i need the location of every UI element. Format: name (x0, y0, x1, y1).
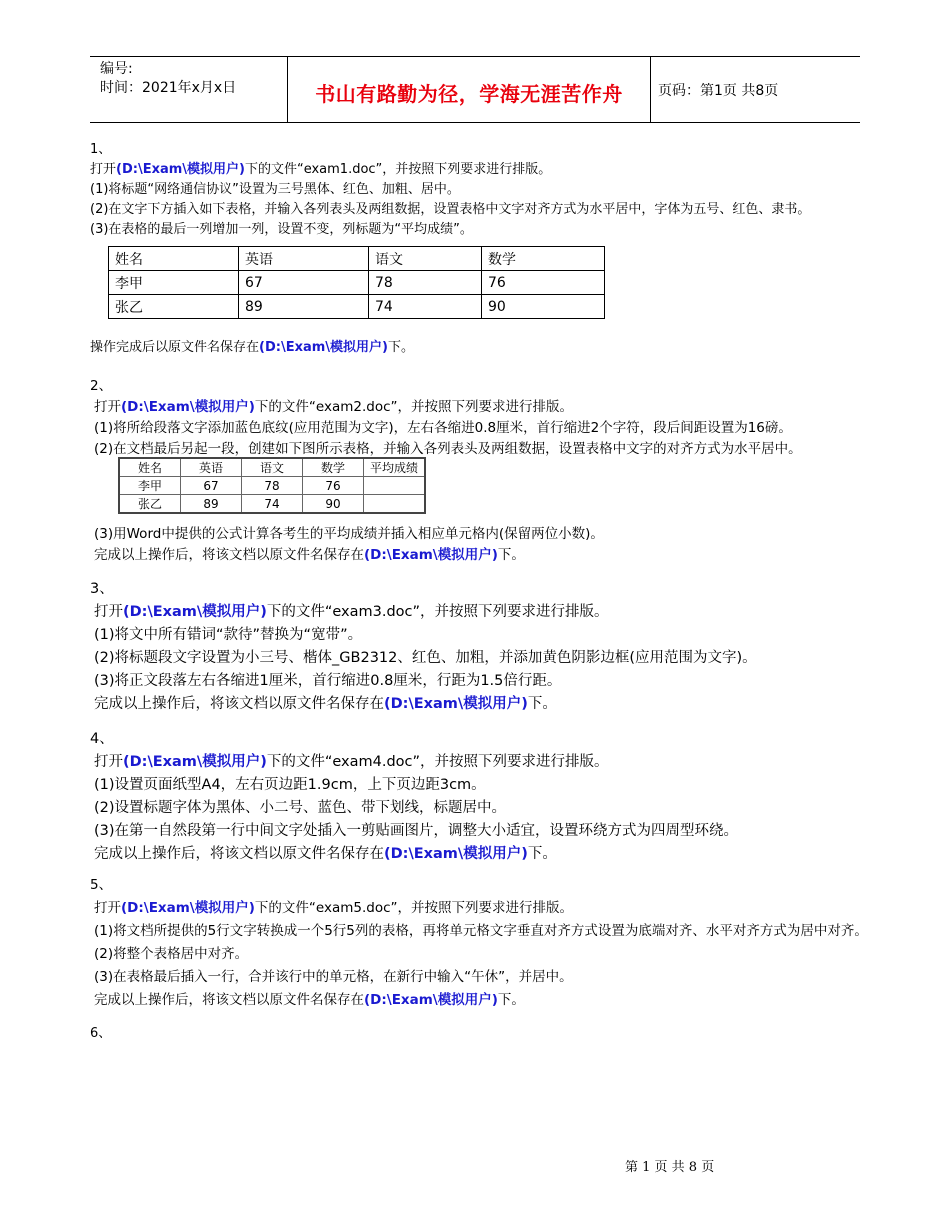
table-cell: 76 (482, 271, 605, 295)
closing-text: 完成以上操作后，将该文档以原文件名保存在(D:\Exam\模拟用户)下。 (94, 547, 525, 563)
table-header-cell: 数学 (303, 458, 364, 477)
requirement-1: (1)设置页面纸型A4，左右页边距1.9cm，上下页边距3cm。 (94, 777, 486, 793)
table-header-cell: 姓名 (109, 247, 239, 271)
question-intro: 打开(D:\Exam\模拟用户)下的文件“exam5.doc”，并按照下列要求进行排版。 (94, 900, 574, 916)
question-number: 5、 (90, 877, 113, 893)
question-1 (90, 140, 810, 240)
table-cell: 76 (303, 477, 364, 495)
table-header-cell: 姓名 (119, 458, 181, 477)
motto: 书山有路勤为径，学海无涯苦作舟 (315, 82, 623, 106)
closing-text: 完成以上操作后，将该文档以原文件名保存在(D:\Exam\模拟用户)下。 (94, 846, 557, 862)
header-left-cell (100, 60, 236, 98)
question-number: 3、 (90, 581, 114, 597)
table-cell: 90 (303, 495, 364, 514)
question-intro: 打开(D:\Exam\模拟用户)下的文件“exam4.doc”，并按照下列要求进行排版。 (94, 754, 609, 770)
closing-text: 完成以上操作后，将该文档以原文件名保存在(D:\Exam\模拟用户)下。 (94, 696, 557, 712)
requirement-2: (2)设置标题字体为黑体、小二号、蓝色、带下划线，标题居中。 (94, 800, 507, 816)
requirement-2: (2)将标题段文字设置为小三号、楷体_GB2312、红色、加粗，并添加黄色阴影边框(应用范围为文字)。 (94, 650, 757, 666)
closing-text: 操作完成后以原文件名保存在(D:\Exam\模拟用户)下。 (90, 340, 414, 355)
file-path: (D:\Exam\模拟用户) (364, 992, 498, 1008)
header-top-rule (90, 56, 860, 57)
table-cell: 89 (181, 495, 242, 514)
requirement-1: (1)将标题“网络通信协议”设置为三号黑体、红色、加粗、居中。 (90, 182, 460, 197)
table-row (109, 271, 605, 295)
file-path: (D:\Exam\模拟用户) (116, 162, 245, 177)
time-label: 时间：2021年x月x日 (100, 80, 237, 96)
table-cell: 67 (239, 271, 369, 295)
requirement-2: (2)将整个表格居中对齐。 (94, 946, 249, 962)
table-cell: 89 (239, 295, 369, 319)
question-number: 2、 (90, 378, 113, 394)
question-6 (90, 1024, 111, 1044)
file-path: (D:\Exam\模拟用户) (384, 846, 528, 862)
file-path: (D:\Exam\模拟用户) (123, 604, 267, 620)
requirement-1: (1)将文中所有错词“款待”替换为“宽带”。 (94, 627, 363, 643)
file-path: (D:\Exam\模拟用户) (123, 754, 267, 770)
table-header-cell: 语文 (242, 458, 303, 477)
table-cell: 74 (369, 295, 482, 319)
page-info: 页码：第1页 共8页 (658, 83, 779, 99)
footer-page-number: 第 1 页 共 8 页 (625, 1160, 715, 1175)
table-header-cell: 英语 (181, 458, 242, 477)
table-row (109, 295, 605, 319)
table-cell: 90 (482, 295, 605, 319)
table-row (119, 477, 425, 495)
requirement-3: (3)将正文段落左右各缩进1厘米，首行缩进0.8厘米，行距为1.5倍行距。 (94, 673, 562, 689)
file-path: (D:\Exam\模拟用户) (259, 340, 388, 355)
requirement-1: (1)将文档所提供的5行文字转换成一个5行5列的表格，再将单元格文字垂直对齐方式设置为底端对齐、水平对齐方式为居中对齐。 (94, 923, 868, 939)
requirement-1: (1)将所给段落文字添加蓝色底纹(应用范围为文字)，左右各缩进0.8厘米，首行缩进2个字符，段后间距设置为16磅。 (94, 420, 792, 436)
table-cell: 张乙 (109, 295, 239, 319)
score-table-1 (108, 246, 605, 319)
table-header-cell: 平均成绩 (364, 458, 426, 477)
requirement-3: (3)在表格的最后一列增加一列，设置不变，列标题为“平均成绩”。 (90, 222, 473, 237)
table-cell (364, 495, 426, 514)
table-header-row (119, 458, 425, 477)
question-intro: 打开(D:\Exam\模拟用户)下的文件“exam3.doc”，并按照下列要求进行排版。 (94, 604, 609, 620)
file-path: (D:\Exam\模拟用户) (364, 547, 498, 563)
requirement-2: (2)在文档最后另起一段，创建如下图所示表格，并输入各列表头及两组数据，设置表格中文字的对齐方式为水平居中。 (94, 441, 802, 457)
table-row (119, 495, 425, 514)
requirement-2: (2)在文字下方插入如下表格，并输入各列表头及两组数据，设置表格中文字对齐方式为水平居中，字体为五号、红色、隶书。 (90, 202, 811, 217)
table-cell: 74 (242, 495, 303, 514)
question-number: 1、 (90, 142, 112, 157)
question-intro: 打开(D:\Exam\模拟用户)下的文件“exam1.doc”，并按照下列要求进行排版。 (90, 162, 552, 177)
table-cell: 78 (369, 271, 482, 295)
question-number: 6、 (90, 1026, 112, 1041)
table-header-cell: 语文 (369, 247, 482, 271)
table-header-cell: 英语 (239, 247, 369, 271)
question-2-tail (90, 524, 604, 566)
table-cell: 78 (242, 477, 303, 495)
number-label: 编号: (100, 61, 133, 77)
file-path: (D:\Exam\模拟用户) (121, 900, 255, 916)
requirement-3: (3)在表格最后插入一行，合并该行中的单元格，在新行中输入“午休”，并居中。 (94, 969, 573, 985)
table-cell (364, 477, 426, 495)
header-divider-right (650, 56, 651, 122)
question-5 (90, 874, 868, 1012)
file-path: (D:\Exam\模拟用户) (121, 399, 255, 415)
table-header-cell: 数学 (482, 247, 605, 271)
table-cell: 李甲 (119, 477, 181, 495)
header-bottom-rule (90, 122, 860, 123)
requirement-3: (3)在第一自然段第一行中间文字处插入一剪贴画图片，调整大小适宜，设置环绕方式为四周型环绕。 (94, 823, 739, 839)
table-cell: 67 (181, 477, 242, 495)
question-number: 4、 (90, 731, 114, 747)
closing-text: 完成以上操作后，将该文档以原文件名保存在(D:\Exam\模拟用户)下。 (94, 992, 525, 1008)
requirement-3: (3)用Word中提供的公式计算各考生的平均成绩并插入相应单元格内(保留两位小数)。 (94, 526, 604, 542)
question-1-closing (90, 338, 414, 358)
question-3 (90, 578, 757, 716)
file-path: (D:\Exam\模拟用户) (384, 696, 528, 712)
question-2 (90, 376, 802, 460)
table-cell: 李甲 (109, 271, 239, 295)
question-intro: 打开(D:\Exam\模拟用户)下的文件“exam2.doc”，并按照下列要求进行排版。 (94, 399, 574, 415)
table-header-row (109, 247, 605, 271)
table-cell: 张乙 (119, 495, 181, 514)
score-table-2 (118, 457, 426, 514)
question-4 (90, 728, 738, 866)
